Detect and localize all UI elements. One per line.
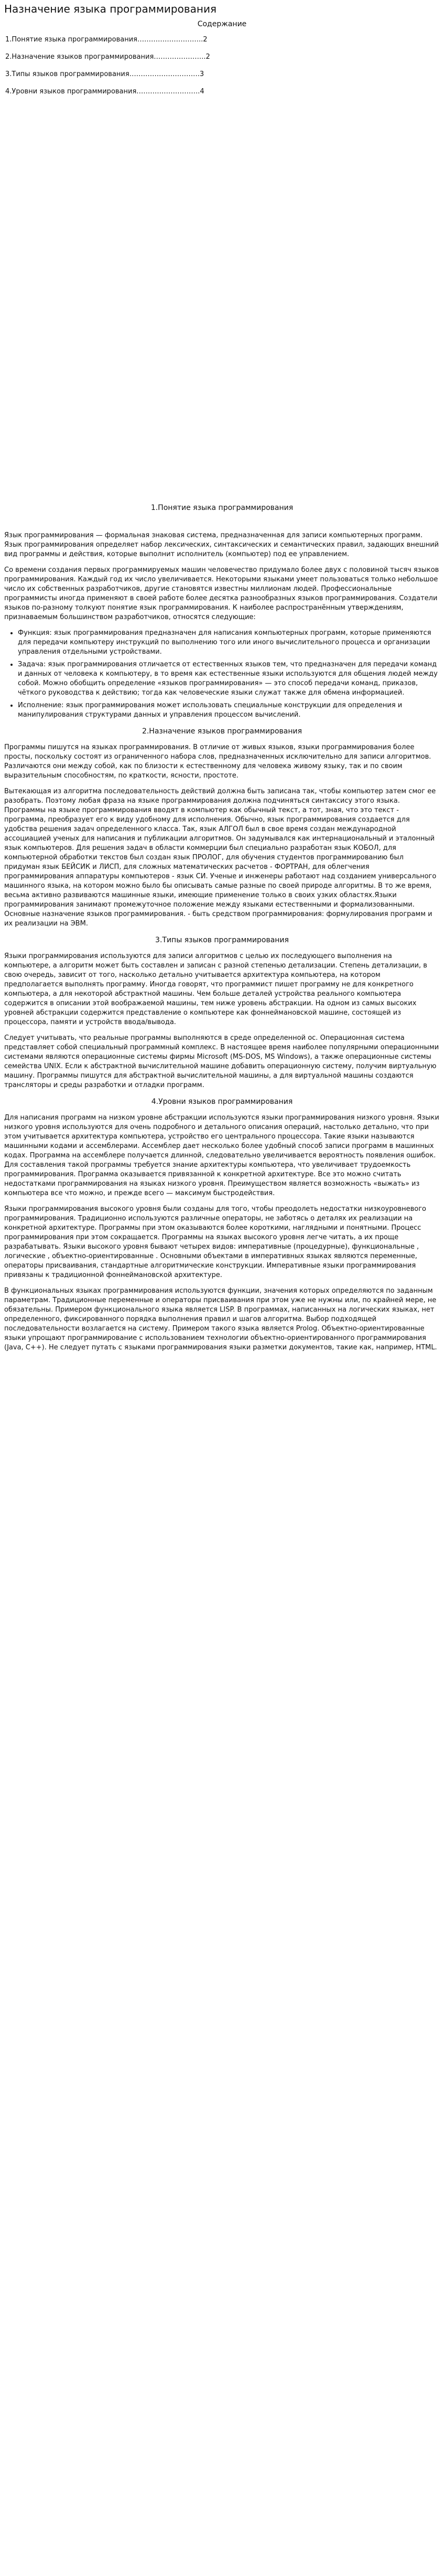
- paragraph: В функциональных языках программирования используются функции, значения которых определяются по заданным параметрам. Традиционные переменные и операторы присваивания при этом уже не нужны или, по крайней мере, не обязательны. Примером функционального языка является LISP. В программах, написанных на логических языках, нет определенного, фиксированного порядка выполнения правил и шагов алгоритма. Выбор подходящей последовательности возлагается на систему. Примером такого языка является Prolog. Объектно-ориентированные языки упрощают программирование с использованием технологии объектно-ориентированного программирования (Java, С++). Не следует путать с языками программирования языки разметки документов, такие как, например, HTML.: [4, 1287, 437, 1351]
- toc-item: 1.Понятие языка программирования………………………..2: [5, 36, 208, 44]
- document-page: [0, 2, 444, 1353]
- section-heading: 3.Типы языков программирования: [155, 936, 289, 944]
- paragraph: Язык программирования — формальная знаковая система, предназначенная для записи компьютерных программ. Язык программирования определяет набор лексических, синтаксических и семантических правил, задающих внешний вид программы и действия, которые выполнит исполнитель (компьютер) под ее управлением.: [4, 531, 439, 558]
- paragraph: Языки программирования высокого уровня были созданы для того, чтобы преодолеть недостатки низкоуровневого программирования. Традиционно используются различные операторы, не заботясь о деталях их реализации на конкретной архитектуре. Программы при этом оказываются более короткими, наглядными и понятными. Процесс программирования при этом сокращается. Программы на языках высокого уровня легче читать, а их проще разрабатывать. Языки высокого уровня бывают четырех видов: императивные (процедурные), функциональные , логические , объектно-ориентированные . Основными объектами в императивных языках являются переменные, операторы присваивания, стандартные алгоритмические конструкции. Императивные языки программирования привязаны к традиционной фоннеймановской архитектуре.: [4, 1205, 427, 1279]
- paragraph: Следует учитывать, что реальные программы выполняются в среде определенной ос. Операционная система представляет собой специальный программный комплекс. В настоящее время наиболее популярными операционными системами являются операционные системы фирмы Microsoft (MS-DOS, MS Windows), а также операционные системы семейства UNIX. Если к абстрактной вычислительной машине добавить операционную систему, получим виртуальную машину. Программы пишутся для абстрактной вычислительной машины, а для виртуальной машины создаются трансляторы и среды разработки и отладки программ.: [4, 1034, 439, 1089]
- section-heading: 2.Назначение языков программирования: [142, 727, 302, 736]
- toc-item: 3.Типы языков программирования………………………….3: [5, 70, 204, 78]
- page-title: Назначение языка программирования: [4, 3, 216, 15]
- paragraph: Вытекающая из алгоритма последовательность действий должна быть записана так, чтобы компьютер затем смог ее разобрать. Поэтому любая фраза на языке программирования должна подчиняться синтаксису этого языка. Программы на языке программирования вводят в компьютер как обычный текст, а тот, зная, что это текст - программа, преобразует его к виду удобному для исполнения. Обычно, язык программирования создается для удобства решения задач определенного класса. Так, язык АЛГОЛ был в свое время создан международной ассоциацией ученых для написания и публикации алгоритмов. Он задумывался как интернациональный и эталонный язык компьютеров. Для решения задач в области коммерции был специально разработан язык КОБОЛ, для компьютерной обработки текстов был создан язык ПРОЛОГ, для обучения студентов программированию был придуман язык БЕЙСИК и ЛИСП, для сложных математических расчетов - ФОРТРАН, для облегчения программирования аппаратуры компьютеров - язык СИ. Ученые и инженеры работают над созданием универсального машинного языка, на котором можно было бы описывать самые разные по своей природе алгоритмы. В то же время, весьма активно развиваются машинные языки, имеющие применение только в своих узких областях.Языки программирования занимают промежуточное положение между языками естественными и формализованными. Основные назначение языков программирования. - быть средством программирования: формулирования программ и их реализации на ЭВМ.: [4, 787, 437, 928]
- bullet-item: • Функция: язык программирования предназначен для написания компьютерных программ, которые применяются для передачи компьютеру инструкций по выполнению того или иного вычислительного процесса и организации управления отдельными устройствами.: [18, 629, 440, 657]
- toc-item: 2.Назначение языков программирования…………………..2: [5, 53, 210, 61]
- paragraph: Со времени создания первых программируемых машин человечество придумало более двух с половиной тысяч языков программирования. Каждый год их число увеличивается. Некоторыми языками умеет пользоваться только небольшое число их собственных разработчиков, другие становятся известны миллионам людей. Профессиональные программисты иногда применяют в своей работе более десятка разнообразных языков программирования. Создатели языков по-разному толкуют понятие язык программирования. К наиболее распространённым утверждениям, признаваемым большинством разработчиков, относятся следующие:: [4, 566, 439, 621]
- toc-item: 4.Уровни языков программирования……………………….4: [5, 88, 204, 95]
- paragraph: Для написания программ на низком уровне абстракции используются языки программирования низкого уровня. Языки низкого уровня используются для очень подробного и детального описания операций, настолько детально, что при этом учитывается архитектура компьютера, устройство его центрального процессора. Такие языки называются машинными кодами и ассемблерами. Ассемблер дает несколько более удобный способ записи программ в машинных кодах. Программа на ассемблере получается длинной, следовательно увеличивается вероятность появления ошибок. Для составления такой программы требуется знание архитектуры компьютера, что увеличивает трудоемкость программирования. Программа оказывается привязанной к конкретной архитектуре. Все это можно считать недостатками программирования на языках низкого уровня. Преимуществом является возможность «выжать» из компьютера все что можно, и прежде всего — максимум быстродействия.: [4, 1114, 439, 1197]
- section-heading: 1.Понятие языка программирования: [150, 504, 294, 512]
- bullet-item: • Исполнение: язык программирования может использовать специальные конструкции для определения и манипулирования структурами данных и управления процессом вычислений.: [18, 701, 440, 720]
- bullet-item: • Задача: язык программирования отличается от естественных языков тем, что предназначен для передачи команд и данных от человека к компьютеру, в то время как естественные языки используются для общения людей между собой. Можно обобщить определение «языков программирования» — это способ передачи команд, приказов, чёткого руководства к действию; тогда как человеческие языки служат также для обмена информацией.: [18, 660, 440, 698]
- paragraph: Языки программирования используются для записи алгоритмов с целью их последующего выполнения на компьютере, а алгоритм может быть составлен и записан с разной степенью детализации. Степень детализации, в свою очередь, зависит от того, насколько детально учитывается архитектура компьютера, на котором предполагается выполнять программу. Иногда говорят, что программист пишет программу не для конкретного компьютера, а для некоторой абстрактной машины. Чем больше деталей устройства реального компьютера содержится в описании этой воображаемой машины, тем ниже уровень абстракции. На одном из самых высоких уровней абстракции содержится представление о компьютере как фоннеймановской машине, состоящей из процессора, памяти и устройств ввода/вывода.: [4, 952, 427, 1026]
- table-of-contents: [5, 35, 440, 97]
- paragraph: Программы пишутся на языках программирования. В отличие от живых языков, языки программирования более просты, поскольку состоят из ограниченного набора слов, предназначенных исключительно для записи алгоритмов. Различаются они между собой, как по близости к естественному для человека живому языку, так и по своим выразительным способностям, по краткости, ясности, простоте.: [4, 743, 431, 780]
- toc-heading: Содержание: [197, 20, 247, 28]
- section-heading: 4.Уровни языков программирования: [151, 1098, 293, 1106]
- bullet-list: [4, 629, 440, 720]
- page-break-space: [4, 104, 440, 503]
